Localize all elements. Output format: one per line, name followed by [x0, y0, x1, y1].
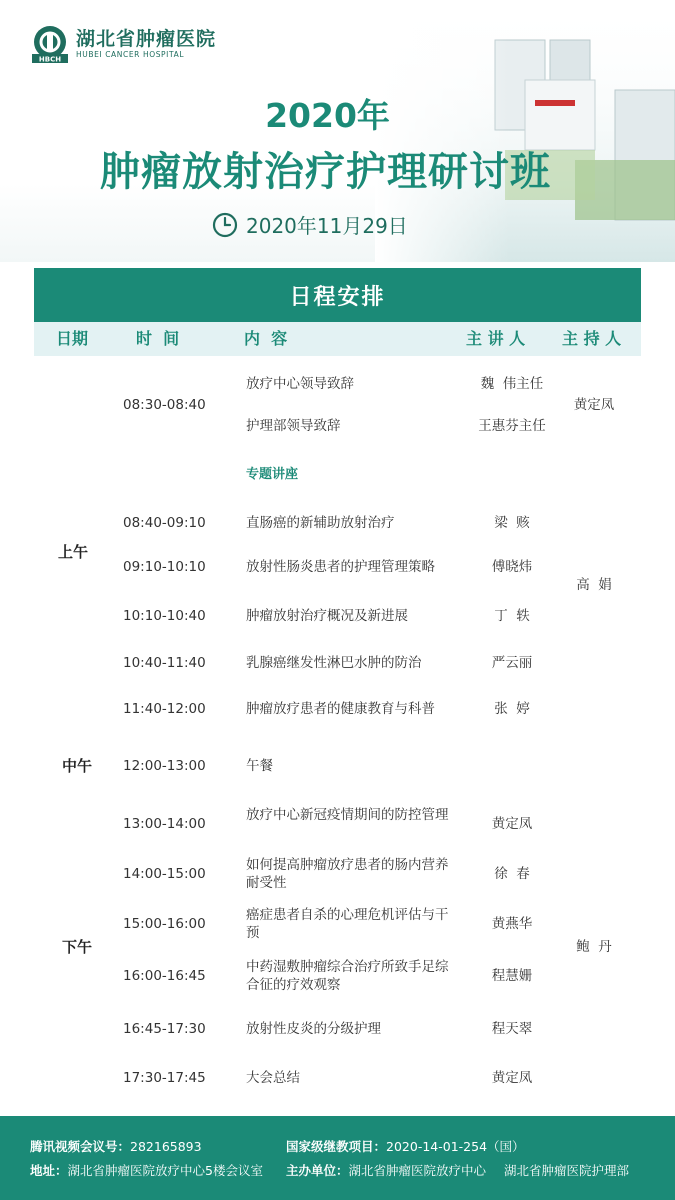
row-speaker: 严云丽 [491, 655, 533, 671]
row-speaker: 程天翠 [491, 1021, 533, 1037]
row-time: 17:30-17:45 [123, 1070, 206, 1086]
row-speaker: 丁 轶 [494, 608, 530, 624]
host-opening: 黄定凤 [573, 397, 615, 413]
address [30, 1162, 263, 1180]
row-content: 乳腺癌继发性淋巴水肿的防治 [246, 655, 422, 671]
row-speaker: 徐 春 [494, 866, 530, 882]
row-speaker: 黄定凤 [491, 816, 533, 832]
row-time: 10:10-10:40 [123, 608, 206, 624]
project-number [286, 1138, 525, 1156]
row-content: 放射性肠炎患者的护理管理策略 [246, 559, 435, 575]
hospital-name-cn: 湖北省肿瘤医院 [76, 28, 217, 50]
host-morning: 高 娟 [576, 577, 612, 593]
address-label: 地址： [30, 1163, 68, 1178]
row-time: 08:30-08:40 [123, 397, 206, 413]
period-afternoon: 下午 [62, 938, 93, 956]
row-speaker: 傅晓炜 [491, 559, 533, 575]
row-content: 放疗中心领导致辞 [246, 376, 354, 392]
row-speaker: 梁 赅 [494, 515, 530, 531]
row-content: 大会总结 [246, 1070, 300, 1086]
row-content: 中药湿敷肿瘤综合治疗所致手足综合征的疗效观察 [246, 959, 449, 993]
row-content: 护理部领导致辞 [246, 418, 341, 434]
organizer-value: 湖北省肿瘤医院放疗中心 [348, 1163, 487, 1178]
hero-header [0, 0, 675, 262]
row-speaker: 王惠芬主任 [478, 418, 546, 434]
row-time: 10:40-11:40 [123, 655, 206, 671]
row-content: 放疗中心新冠疫情期间的防控管理 [246, 807, 449, 823]
address-value: 湖北省肿瘤医院放疗中心5楼会议室 [67, 1163, 263, 1178]
row-time: 15:00-16:00 [123, 916, 206, 932]
period-noon: 中午 [62, 757, 93, 775]
clock-icon [212, 212, 238, 238]
schedule-banner: 日程安排 [34, 268, 641, 322]
row-speaker: 程慧姗 [491, 968, 533, 984]
table-header [34, 322, 641, 356]
project-number-label: 国家级继教项目： [286, 1139, 387, 1154]
row-content: 直肠癌的新辅助放射治疗 [246, 515, 395, 531]
row-speaker: 黄燕华 [491, 916, 533, 932]
meeting-id-value: 282165893 [130, 1139, 202, 1154]
hospital-logo [30, 24, 216, 64]
period-morning: 上午 [58, 543, 89, 561]
hospital-name-en: HUBEI CANCER HOSPITAL [76, 50, 185, 59]
row-time: 12:00-13:00 [123, 758, 206, 774]
row-speaker: 张 婷 [494, 701, 530, 717]
page-title: 肿瘤放射治疗护理研讨班 [100, 149, 551, 195]
row-speaker: 黄定凤 [491, 1070, 533, 1086]
section-label: 专题讲座 [246, 467, 299, 482]
row-content: 如何提高肿瘤放疗患者的肠内营养耐受性 [246, 857, 449, 891]
host-afternoon: 鲍 丹 [576, 939, 612, 955]
organizer [286, 1162, 629, 1180]
row-time: 16:00-16:45 [123, 968, 206, 984]
title-year: 2020年 [265, 96, 390, 135]
row-time: 14:00-15:00 [123, 866, 206, 882]
row-content: 肿瘤放疗患者的健康教育与科普 [246, 701, 435, 717]
column-header-speaker: 主 讲 人 [466, 329, 526, 348]
row-content: 午餐 [246, 758, 273, 774]
project-number-value: 2020-14-01-254（国） [386, 1139, 525, 1154]
row-time: 16:45-17:30 [123, 1021, 206, 1037]
date-text: 2020年11月29日 [246, 214, 408, 238]
row-speaker: 魏 伟主任 [480, 376, 544, 392]
event-date [212, 210, 408, 239]
organizer-label: 主办单位： [286, 1163, 349, 1178]
svg-text:HBCH: HBCH [38, 55, 62, 64]
footer [0, 1116, 675, 1200]
meeting-id-label: 腾讯视频会议号： [30, 1139, 131, 1154]
column-header-date: 日期 [56, 329, 89, 348]
column-header-host: 主 持 人 [562, 329, 622, 348]
column-header-time: 时 间 [136, 329, 180, 348]
row-time: 13:00-14:00 [123, 816, 206, 832]
organizer-value-2: 湖北省肿瘤医院护理部 [504, 1163, 630, 1178]
meeting-id [30, 1138, 202, 1156]
row-content: 癌症患者自杀的心理危机评估与干预 [246, 907, 449, 941]
hospital-logo-icon [30, 24, 70, 64]
row-time: 11:40-12:00 [123, 701, 206, 717]
row-time: 09:10-10:10 [123, 559, 206, 575]
row-content: 放射性皮炎的分级护理 [246, 1021, 381, 1037]
row-time: 08:40-09:10 [123, 515, 206, 531]
row-content: 肿瘤放射治疗概况及新进展 [246, 608, 408, 624]
column-header-content: 内 容 [244, 329, 288, 348]
